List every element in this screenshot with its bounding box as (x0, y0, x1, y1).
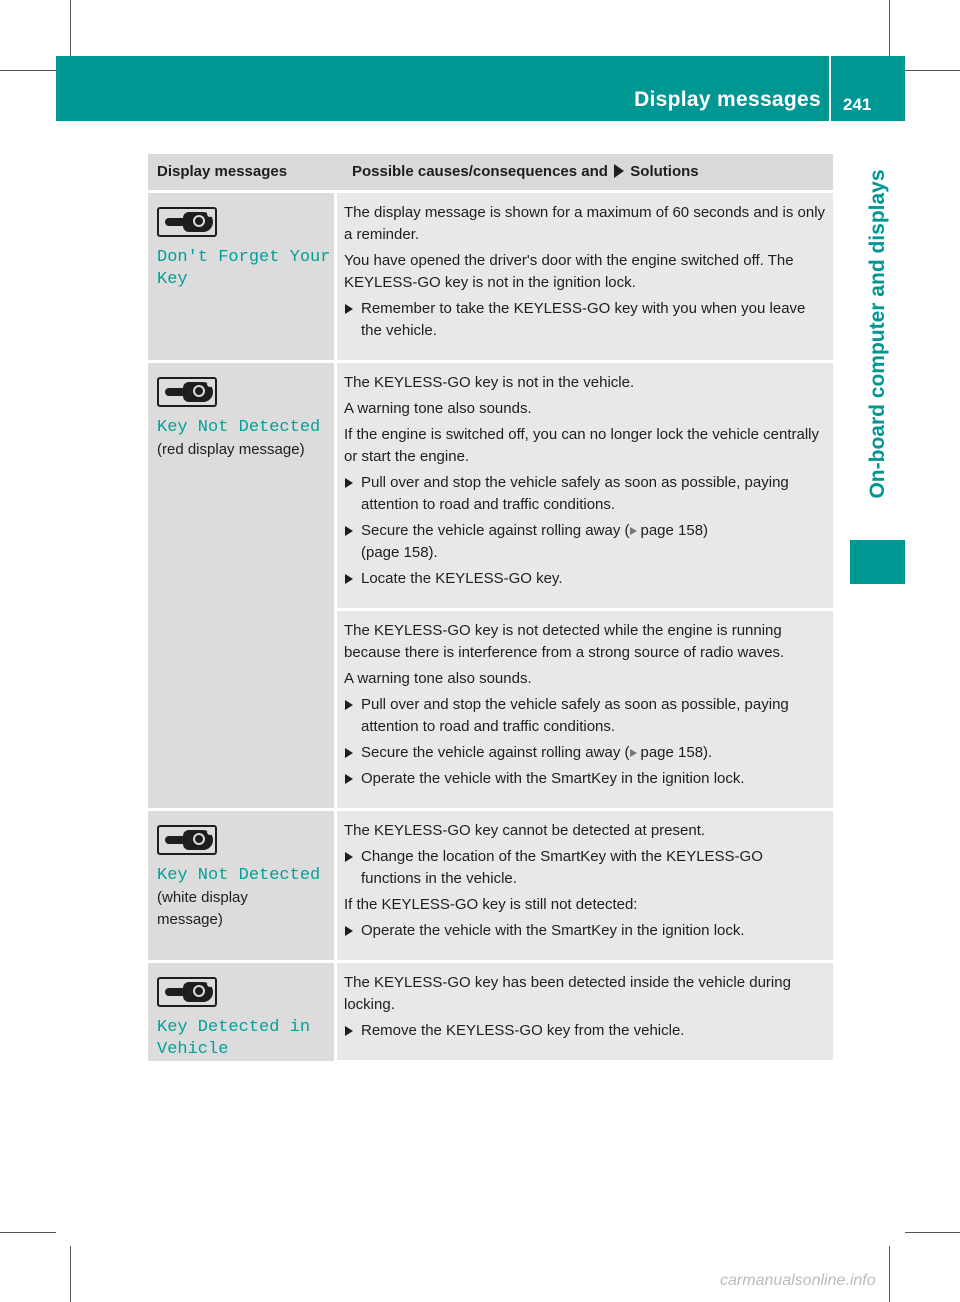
key-icon (157, 377, 217, 407)
table-row (148, 963, 833, 1061)
page-ref-icon (630, 749, 637, 757)
section-side-tab (850, 138, 905, 529)
step-text (361, 472, 827, 516)
step-arrow-icon (344, 742, 361, 764)
step-text (361, 768, 745, 790)
watermark: carmanualsonline.info (720, 1272, 876, 1289)
step-arrow-icon (344, 472, 361, 516)
step-text-main: Pull over and stop the vehicle safely as soon as possible, paying attention to road and traffic conditions. (361, 474, 789, 513)
section-label: On-board computer and displays (865, 168, 889, 499)
action-step (344, 694, 827, 738)
step-arrow-icon (344, 694, 361, 738)
step-arrow-icon (344, 568, 361, 590)
message-note: (red display message) (157, 441, 305, 458)
crop-mark (889, 1246, 890, 1302)
key-icon (157, 977, 217, 1007)
display-message-text: Key Not Detected (157, 418, 321, 437)
action-step (344, 472, 827, 516)
paragraph: A warning tone also sounds. (344, 400, 532, 417)
paragraph: The KEYLESS-GO key has been detected inside the vehicle during locking. (344, 974, 791, 1013)
step-text (361, 568, 563, 590)
paragraph: The KEYLESS-GO key is not in the vehicle. (344, 374, 635, 391)
step-arrow-icon (344, 846, 361, 890)
key-icon (157, 207, 217, 237)
solution-cell (337, 363, 833, 608)
step-arrow-icon (344, 768, 361, 790)
page-ref-icon (630, 527, 637, 535)
col-header-text: Possible causes/consequences and (352, 163, 608, 180)
crop-mark (0, 70, 56, 71)
step-text-main: Secure the vehicle against rolling away ( (361, 744, 630, 761)
page-reference-link[interactable]: page 158). (640, 744, 713, 761)
page-title: Display messages (634, 88, 821, 111)
step-text-main: Pull over and stop the vehicle safely as soon as possible, paying attention to road and traffic conditions. (361, 696, 789, 735)
step-arrow-icon (344, 520, 361, 564)
step-text-main: Remember to take the KEYLESS-GO key with you when you leave the vehicle. (361, 300, 806, 339)
paragraph: If the engine is switched off, you can no longer lock the vehicle centrally or start the engine. (344, 426, 819, 465)
crop-mark (889, 0, 890, 56)
action-step (344, 846, 827, 890)
paragraph: The KEYLESS-GO key is not detected while the engine is running because there is interference from a strong source of radio waves. (344, 622, 785, 661)
table-header (148, 154, 833, 190)
step-text (361, 846, 827, 890)
step-text (361, 1020, 684, 1042)
header-separator (829, 56, 831, 121)
display-messages-table (148, 154, 833, 1064)
message-note: (white display message) (157, 889, 248, 928)
step-text-main: Change the location of the SmartKey with the KEYLESS-GO functions in the vehicle. (361, 848, 763, 887)
solution-cell (337, 193, 833, 360)
step-text-main: Locate the KEYLESS-GO key. (361, 570, 563, 587)
solution-cell (337, 963, 833, 1060)
crop-mark (70, 1246, 71, 1302)
page-reference-link[interactable]: page 158) (640, 522, 709, 539)
paragraph: You have opened the driver's door with the engine switched off. The KEYLESS-GO key is not in the ignition lock. (344, 252, 794, 291)
solution-cell (337, 611, 833, 808)
action-step (344, 520, 827, 564)
page-number: 241 (843, 95, 872, 114)
step-text (361, 742, 712, 764)
step-arrow-icon (344, 1020, 361, 1042)
paragraph: If the KEYLESS-GO key is still not detected: (344, 896, 638, 913)
paragraph: A warning tone also sounds. (344, 670, 532, 687)
col-header-solutions (343, 154, 833, 190)
key-icon (157, 825, 217, 855)
step-arrow-icon (344, 920, 361, 942)
step-text-main: Secure the vehicle against rolling away ( (361, 522, 630, 539)
crop-mark (0, 1232, 56, 1233)
display-message-text: Key Detected in Vehicle (157, 1018, 311, 1059)
action-step (344, 568, 827, 590)
crop-mark (905, 70, 960, 71)
table-row (148, 193, 833, 360)
display-message-text: Key Not Detected (157, 866, 321, 885)
step-arrow-icon (344, 298, 361, 342)
message-cell (148, 363, 334, 808)
solution-cell (337, 811, 833, 960)
step-text (361, 920, 745, 942)
step-text (361, 694, 827, 738)
action-step (344, 1020, 827, 1042)
message-cell (148, 963, 334, 1061)
table-row (148, 363, 833, 808)
step-text (361, 298, 827, 342)
crop-mark (905, 1232, 960, 1233)
message-cell (148, 811, 334, 960)
section-marker (850, 540, 905, 584)
step-text-main: Remove the KEYLESS-GO key from the vehicle. (361, 1022, 685, 1039)
message-cell (148, 193, 334, 360)
step-text-main: Operate the vehicle with the SmartKey in the ignition lock. (361, 922, 745, 939)
action-step (344, 920, 827, 942)
action-step (344, 768, 827, 790)
arrow-right-icon (614, 164, 624, 178)
action-step (344, 298, 827, 342)
col-header-text: Solutions (630, 163, 699, 180)
step-text (361, 520, 708, 564)
display-message-text: Don't Forget Your Key (157, 248, 331, 289)
page-reference-link[interactable]: (page 158). (361, 544, 438, 561)
crop-mark (70, 0, 71, 56)
step-text-main: Operate the vehicle with the SmartKey in the ignition lock. (361, 770, 745, 787)
col-header-messages: Display messages (157, 163, 288, 180)
action-step (344, 742, 827, 764)
paragraph: The display message is shown for a maximum of 60 seconds and is only a reminder. (344, 204, 826, 243)
paragraph: The KEYLESS-GO key cannot be detected at present. (344, 822, 706, 839)
table-row (148, 811, 833, 960)
